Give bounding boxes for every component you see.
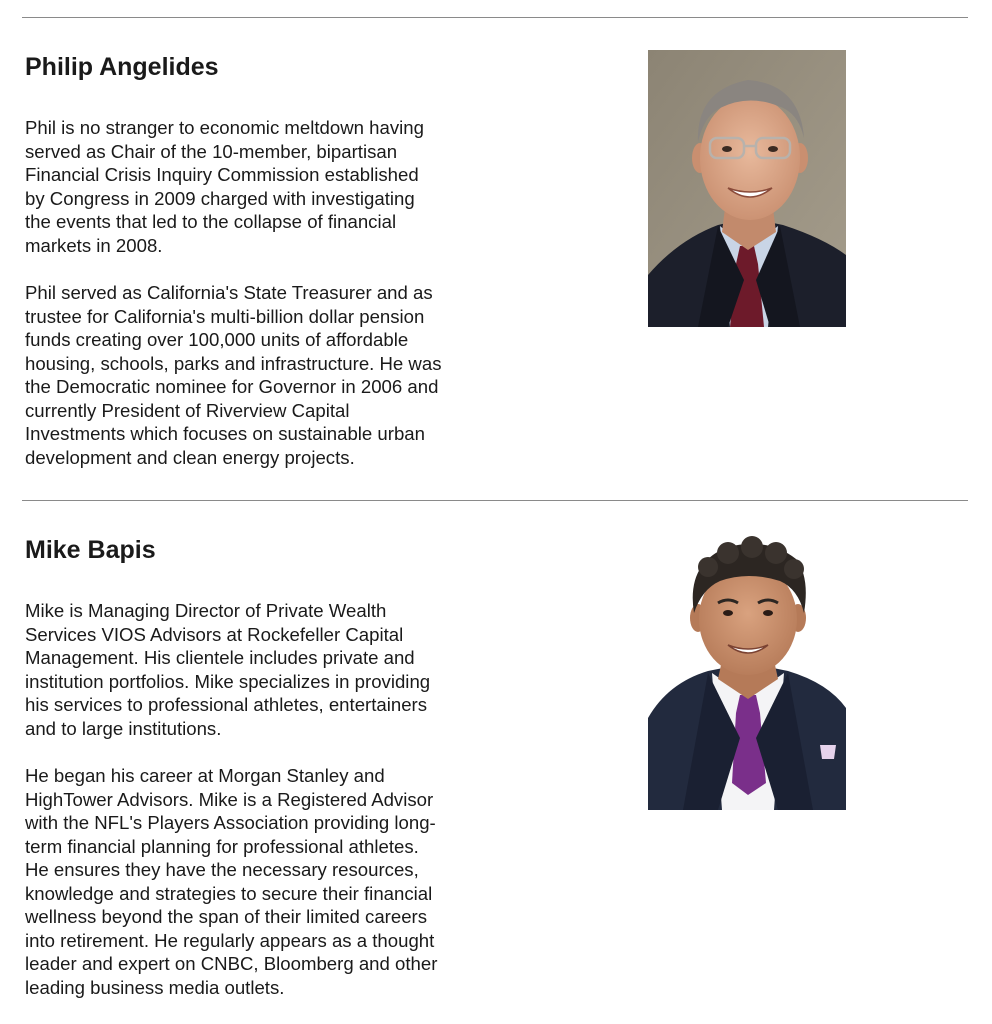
bio-line: the events that led to the collapse of financial	[25, 211, 397, 232]
bio-line: trustee for California's multi-billion dollar pension	[25, 305, 425, 327]
profile-name: Mike Bapis	[25, 536, 156, 564]
bio-line: institution portfolios. Mike specializes in providing	[25, 670, 431, 692]
profile-name: Philip Angelides	[25, 53, 219, 81]
portrait-photo	[648, 50, 846, 327]
bio-line: Financial Crisis Inquiry Commission established	[25, 164, 419, 185]
bio-paragraph-2	[25, 764, 437, 999]
bio-line: funds creating over 100,000 units of affordable	[25, 329, 409, 350]
bio-line: He began his career at Morgan Stanley and	[25, 765, 385, 786]
bio-line: his services to professional athletes, entertainers	[25, 694, 428, 715]
bio-line: Management. His clientele includes private and	[25, 647, 415, 668]
bio-line: Services VIOS Advisors at Rockefeller Capital	[25, 623, 404, 645]
bio-paragraph-2	[25, 281, 442, 469]
bio-paragraph-1	[25, 116, 424, 257]
bio-line: Phil is no stranger to economic meltdown having	[25, 117, 424, 138]
bio-line: term financial planning for professional athletes.	[25, 835, 419, 857]
bio-line: by Congress in 2009 charged with investigating	[25, 187, 415, 209]
bio-line: development and clean energy projects.	[25, 446, 355, 468]
bio-line: wellness beyond the span of their limited careers	[25, 906, 428, 927]
bio-line: the Democratic nominee for Governor in 2006 and	[25, 376, 439, 397]
bio-line: leading business media outlets.	[25, 976, 285, 998]
bio-line: markets in 2008.	[25, 234, 163, 256]
bio-line: He ensures they have the necessary resources,	[25, 859, 419, 880]
bio-line: knowledge and strategies to secure their financial	[25, 882, 433, 904]
portrait-icon	[648, 50, 846, 327]
bio-line: Investments which focuses on sustainable urban	[25, 423, 425, 444]
portrait-icon	[648, 533, 846, 810]
bio-line: currently President of Riverview Capital	[25, 399, 350, 421]
section-divider	[22, 500, 968, 501]
bio-paragraph-1	[25, 599, 430, 740]
bio-line: Phil served as California's State Treasurer and as	[25, 282, 433, 303]
bio-line: with the NFL's Players Association providing long-	[25, 812, 436, 833]
bio-line: Mike is Managing Director of Private Wealth	[25, 600, 387, 621]
bio-line: leader and expert on CNBC, Bloomberg and other	[25, 953, 438, 974]
bio-line: and to large institutions.	[25, 717, 222, 739]
portrait-photo	[648, 533, 846, 810]
section-divider	[22, 17, 968, 18]
bio-line: HighTower Advisors. Mike is a Registered Advisor	[25, 788, 434, 810]
bio-line: served as Chair of the 10-member, bipartisan	[25, 140, 398, 162]
bio-line: into retirement. He regularly appears as a thought	[25, 929, 435, 951]
bio-line: housing, schools, parks and infrastructure. He was	[25, 352, 442, 374]
